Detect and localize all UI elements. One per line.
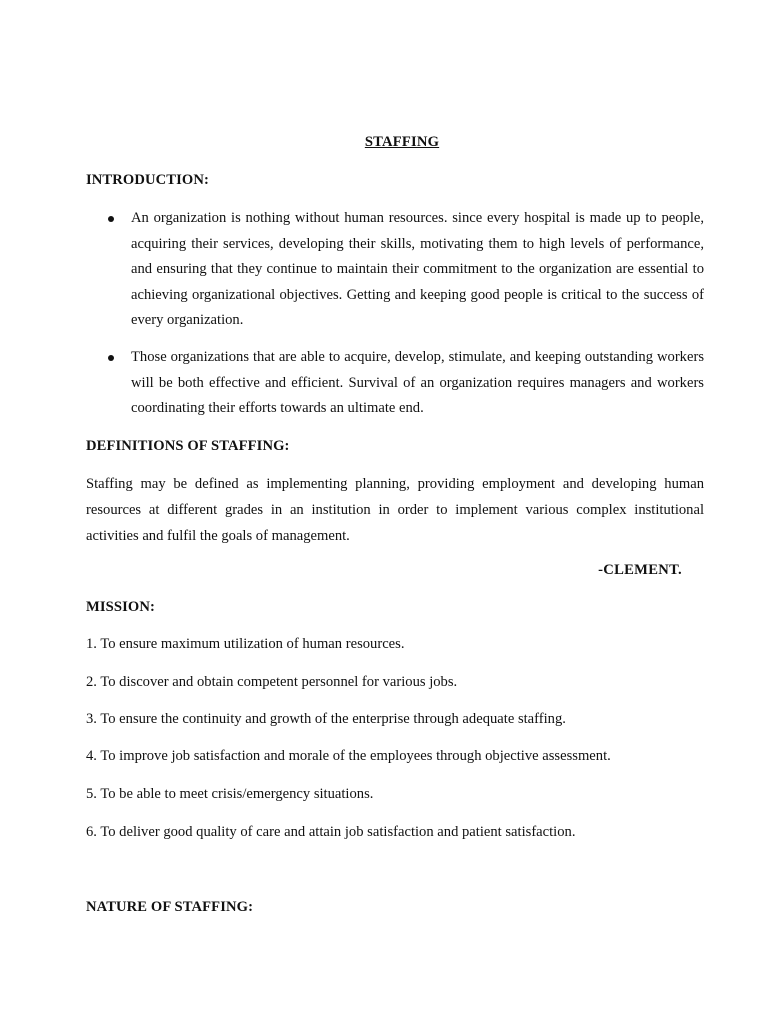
document-title: STAFFING xyxy=(364,134,440,150)
definitions-heading: DEFINITIONS OF STAFFING: xyxy=(86,438,290,454)
mission-item: 6. To deliver good quality of care and attain job satisfaction and patient satisfaction. xyxy=(86,824,576,840)
mission-item: 4. To improve job satisfaction and morale of the employees through objective assessment. xyxy=(86,748,611,764)
nature-heading: NATURE OF STAFFING: xyxy=(86,899,254,915)
definition-attribution: -CLEMENT. xyxy=(598,562,682,578)
bullet-icon xyxy=(108,355,114,361)
bullet-text: An organization is nothing without human resources. since every hospital is made up to people, acquiring their services, developing their skills, motivating them to high levels of performance, and ensuring that they continue to maintain their commitment to the organization are essential to achieving organizational objectives. Getting and keeping good people is critical to the success of every organization. xyxy=(131,210,704,328)
mission-heading: MISSION: xyxy=(86,599,155,615)
bullet-text: Those organizations that are able to acquire, develop, stimulate, and keeping outstanding workers will be both effective and efficient. Survival of an organization requires managers and workers coordinating their efforts towards an ultimate end. xyxy=(131,349,704,416)
introduction-bullet-list-2 xyxy=(86,345,704,422)
list-item xyxy=(86,345,704,422)
mission-item: 1. To ensure maximum utilization of human resources. xyxy=(86,636,405,652)
mission-item: 5. To be able to meet crisis/emergency situations. xyxy=(86,786,374,802)
mission-item: 3. To ensure the continuity and growth of the enterprise through adequate staffing. xyxy=(86,711,566,727)
list-item xyxy=(86,206,704,334)
mission-item: 2. To discover and obtain competent personnel for various jobs. xyxy=(86,674,458,690)
bullet-icon xyxy=(108,216,114,222)
introduction-bullet-list xyxy=(86,206,704,334)
introduction-heading: INTRODUCTION: xyxy=(86,172,209,188)
definition-paragraph: Staffing may be defined as implementing planning, providing employment and developing human resources at different grades in an institution in order to implement various complex institutional activities and fulfil the goals of management. xyxy=(86,476,704,544)
